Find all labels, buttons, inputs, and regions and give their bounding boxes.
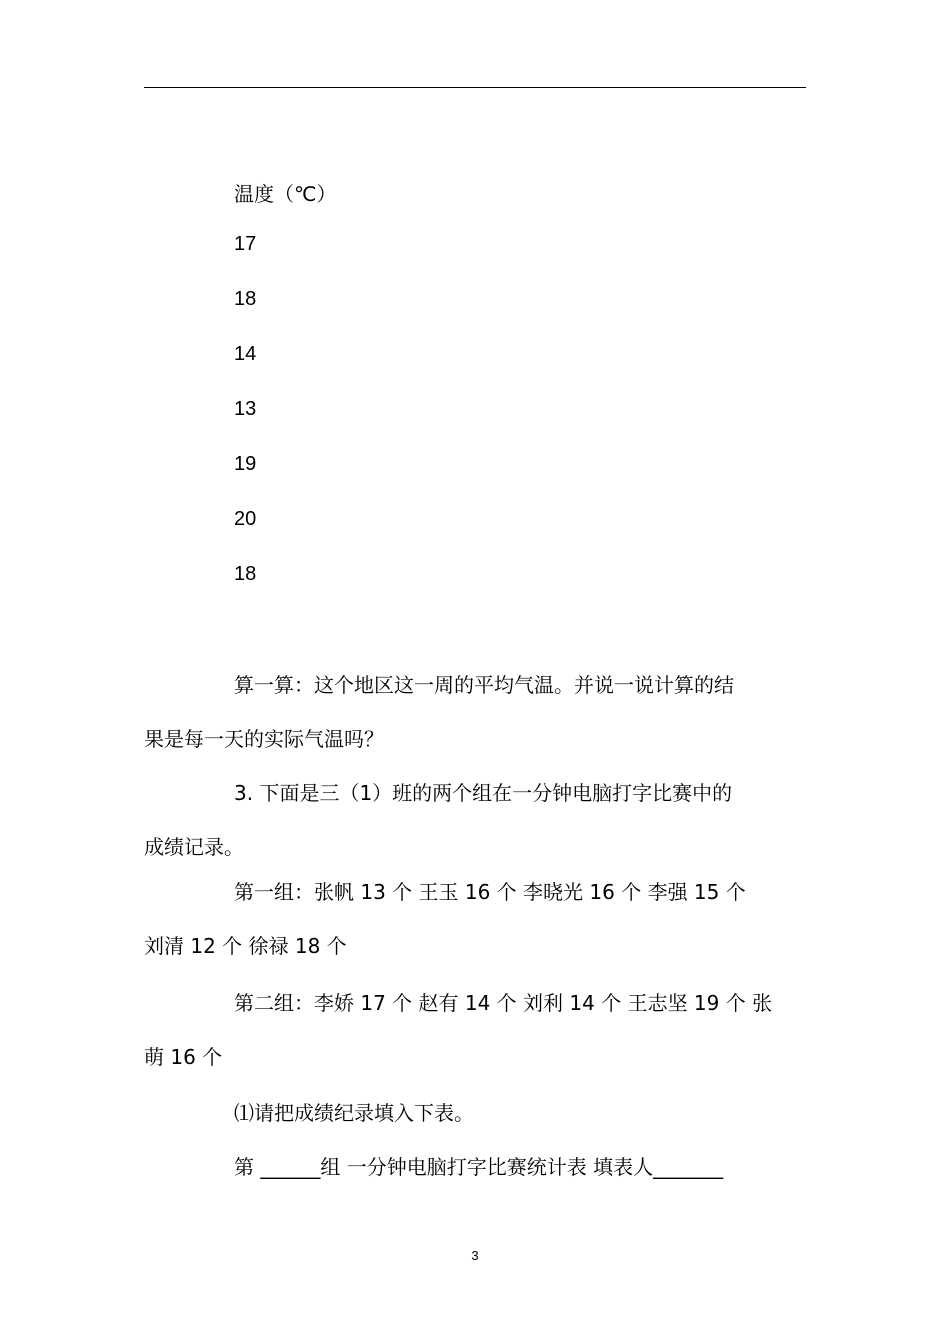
group-line: 第一组：张帆 13 个 王玉 16 个 李晓光 16 个 李强 15 个: [234, 880, 746, 904]
temperature-value: 13: [234, 398, 257, 420]
average-question: [144, 658, 806, 766]
header-rule: [144, 87, 806, 88]
temperature-value: 17: [234, 233, 257, 255]
temperature-value: 18: [234, 563, 257, 585]
form-line: 第 ______组 一分钟电脑打字比赛统计表 填表人_______: [234, 1155, 724, 1179]
question-line: 算一算：这个地区这一周的平均气温。并说一说计算的结: [234, 673, 734, 697]
form-title-line: [144, 1140, 806, 1194]
problem-line: 成绩记录。: [144, 835, 244, 859]
group-2-scores: [144, 976, 806, 1084]
instruction-line: ⑴请把成绩纪录填入下表。: [234, 1101, 474, 1125]
temperature-list: [234, 230, 256, 615]
temperature-value: 20: [234, 508, 257, 530]
temperature-value: 18: [234, 288, 257, 310]
temperature-column-label: 温度（℃）: [234, 182, 337, 206]
temperature-value: 14: [234, 343, 257, 365]
problem-line: 3. 下面是三（1）班的两个组在一分钟电脑打字比赛中的: [234, 781, 733, 805]
group-line: 第二组：李娇 17 个 赵有 14 个 刘利 14 个 王志坚 19 个 张: [234, 991, 773, 1015]
page-number: 3: [471, 1248, 479, 1263]
temperature-value: 19: [234, 453, 257, 475]
question-line: 果是每一天的实际气温吗？: [144, 727, 384, 751]
group-line: 萌 16 个: [144, 1045, 223, 1069]
group-line: 刘清 12 个 徐禄 18 个: [144, 934, 347, 958]
fill-table-instruction: [144, 1086, 806, 1140]
group-1-scores: [144, 865, 806, 973]
problem-3-intro: [144, 766, 806, 874]
